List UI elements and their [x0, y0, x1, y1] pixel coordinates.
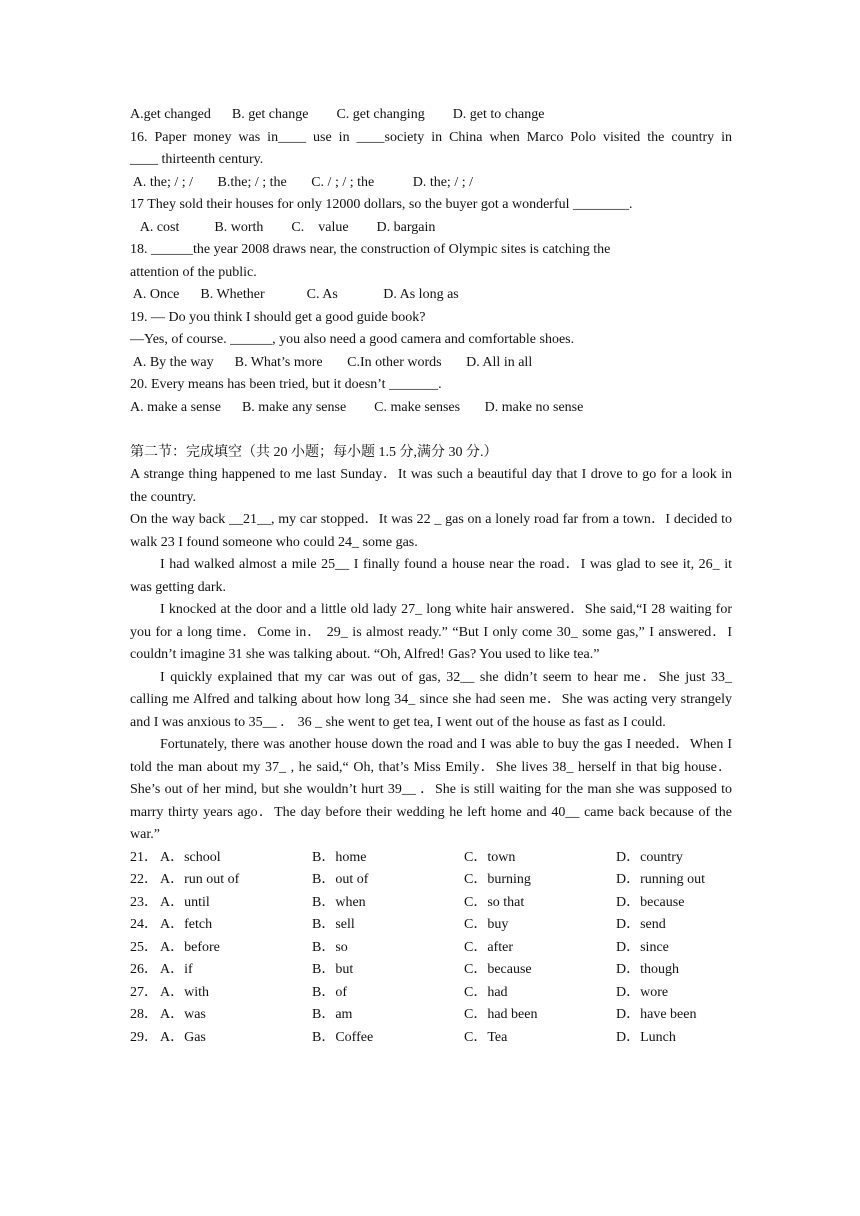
passage-paragraph-1: A strange thing happened to me last Sunday．It was such a beautiful day that I drove to go for a look in the country. — [130, 467, 732, 505]
choice-row-22: 22． A．run out of B．out of C．burning D．running out — [130, 872, 706, 887]
section-gap — [130, 419, 732, 442]
choice-row-21: 21． A．school B．home C．town D．country — [130, 849, 683, 865]
q20-options: A. make a sense B. make any sense C. make senses D. make no sense — [130, 399, 584, 415]
q18-stem-line1: 18. ______the year 2008 draws near, the construction of Olympic sites is catching the — [130, 242, 611, 257]
passage-paragraph-2: On the way back __21__, my car stopped．It was 22 _ gas on a lonely road far from a town．I decided to walk 23 I found someone who could 24_ some gas. — [130, 512, 732, 550]
q18-stem-line2: attention of the public. — [130, 264, 257, 280]
choice-row-24: 24． A．fetch B．sell C．buy D．send — [130, 917, 666, 932]
q19-options: A. By the way B. What’s more C.In other words D. All in all — [130, 354, 533, 370]
choice-row-27: 27． A．with B．of C．had D．wore — [130, 984, 669, 1000]
q16-stem-line2: ____ thirteenth century. — [130, 152, 264, 167]
q17-options: A. cost B. worth C. value D. bargain — [130, 219, 436, 235]
choice-row-23: 23． A．until B．when C．so that D．because — [130, 894, 685, 910]
choice-row-28: 28． A．was B．am C．had been D．have been — [130, 1007, 697, 1022]
q20-stem: 20. Every means has been tried, but it doesn’t _______. — [130, 377, 442, 392]
passage-paragraph-3: I had walked almost a mile 25__ I finally found a house near the road．I was glad to see it, 26_ it was getting dark. — [130, 557, 732, 595]
passage-paragraph-6: Fortunately, there was another house down the road and I was able to buy the gas I needed．When I told the man about my 37_ , he said,“ Oh, that’s Miss Emily．She lives 38_ herself in that big house．She’s out of her mind, but she wouldn’t hurt 39__ ．She is still waiting for the man she was supposed to marry thirty years ago．The day before their wedding he left home and 40__ came back because of the war.” — [130, 737, 732, 842]
section2-heading: 第二节：完成填空（共 20 小题；每小题 1.5 分,满分 30 分.） — [130, 444, 498, 460]
choice-list — [130, 847, 732, 1050]
q16-options: A. the; / ; / B.the; / ; the C. / ; / ; the D. the; / ; / — [130, 174, 473, 190]
q18-options: A. Once B. Whether C. As D. As long as — [130, 287, 459, 302]
q16-stem-line1: 16. Paper money was in____ use in ____society in China when Marco Polo visited the country in — [130, 129, 732, 145]
q19-stem-line2: —Yes, of course. ______, you also need a good camera and comfortable shoes. — [130, 332, 575, 347]
document-page — [130, 104, 732, 1049]
passage-paragraph-4: I knocked at the door and a little old lady 27_ long white hair answered．She said,“I 28 waiting for you for a long time．Come in． 29_ is almost ready.” “But I only come 30_ some gas,” I answered．I couldn’t imagine 31 she was talking about. “Oh, Alfred! Gas? You used to like tea.” — [130, 602, 732, 662]
choice-row-25: 25． A．before B．so C．after D．since — [130, 939, 669, 955]
q15-options: A.get changed B. get change C. get changing D. get to change — [130, 107, 545, 122]
passage-paragraph-5: I quickly explained that my car was out of gas, 32__ she didn’t seem to hear me．She just 33_ calling me Alfred and talking about how long 34_ since she had seen me．She was acting very strangely and I was anxious to 35__ ． 36 _ she went to get tea, I went out of the house as fast as I could. — [130, 669, 732, 730]
q19-stem-line1: 19. — Do you think I should get a good guide book? — [130, 309, 426, 325]
choice-row-29: 29． A．Gas B．Coffee C．Tea D．Lunch — [130, 1029, 676, 1045]
choice-row-26: 26． A．if B．but C．because D．though — [130, 962, 679, 977]
q17-stem: 17 They sold their houses for only 12000 dollars, so the buyer got a wonderful ________. — [130, 197, 633, 212]
